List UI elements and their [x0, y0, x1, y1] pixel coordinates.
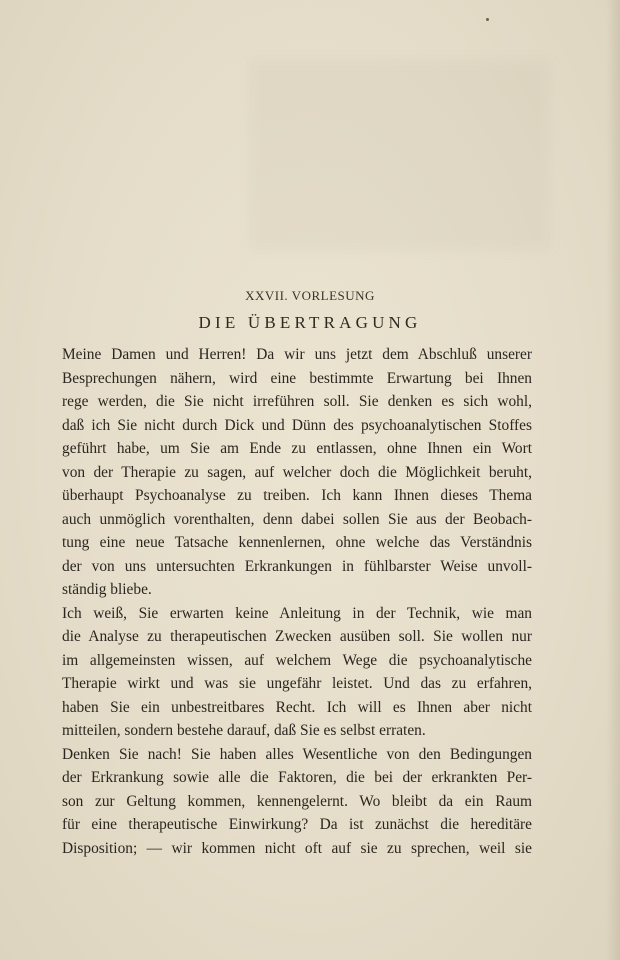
text-line: Besprechungen nähern, wird eine bestimmte Erwartung bei Ihnen	[62, 369, 532, 387]
text-line: von der Therapie zu sagen, auf welcher doch die Möglichkeit beruht,	[62, 463, 532, 481]
text-line: im allgemeinsten wissen, auf welchem Wege die psychoanalytische	[62, 651, 532, 669]
text-line: daß ich Sie nicht durch Dick und Dünn des psychoanalytischen Stoffes	[62, 416, 532, 434]
body-text	[62, 343, 532, 860]
text-line: die Analyse zu therapeutischen Zwecken ausüben soll. Sie wollen nur	[62, 628, 532, 645]
text-line: der Erkrankung sowie alle die Faktoren, die bei der erkrankten Per-	[62, 769, 532, 786]
text-line: ständig bliebe.	[62, 581, 152, 598]
text-line: auch unmöglich vorenthalten, denn dabei sollen Sie aus der Beobach-	[62, 510, 532, 528]
text-line: tung eine neue Tatsache kennenlernen, ohne welche das Verständnis	[62, 534, 532, 551]
text-line: für eine therapeutische Einwirkung? Da ist zunächst die hereditäre	[62, 816, 532, 833]
chapter-title: DIE ÜBERTRAGUNG	[198, 313, 422, 332]
text-line: der von uns untersuchten Erkrankungen in fühlbarster Weise unvoll-	[62, 557, 532, 575]
text-line: Disposition; — wir kommen nicht oft auf sie zu sprechen, weil sie	[62, 839, 532, 857]
paper-speck	[486, 18, 489, 21]
text-line: rege werden, die Sie nicht irreführen soll. Sie denken es sich wohl,	[62, 393, 532, 410]
text-line: son zur Geltung kommen, kennengelernt. Wo bleibt da ein Raum	[62, 792, 532, 810]
page-edge-shadow	[606, 0, 620, 960]
text-line: Ich weiß, Sie erwarten keine Anleitung in der Technik, wie man	[62, 604, 532, 622]
text-line: Therapie wirkt und was sie ungefähr leistet. Und das zu erfahren,	[62, 675, 532, 692]
text-line: mitteilen, sondern bestehe darauf, daß Sie es selbst erraten.	[62, 722, 426, 739]
bleed-through-shadow	[250, 60, 550, 250]
text-line: Meine Damen und Herren! Da wir uns jetzt dem Abschluß unserer	[62, 346, 532, 363]
text-line: geführt habe, um Sie am Ende zu entlassen, ohne Ihnen ein Wort	[62, 440, 532, 457]
text-line: Denken Sie nach! Sie haben alles Wesentliche von den Bedingungen	[62, 745, 532, 763]
text-line: haben Sie ein unbestreitbares Recht. Ich will es Ihnen aber nicht	[62, 698, 532, 716]
chapter-heading: XXVII. VORLESUNG	[245, 288, 375, 303]
text-line: überhaupt Psychoanalyse zu treiben. Ich kann Ihnen dieses Thema	[62, 487, 532, 504]
